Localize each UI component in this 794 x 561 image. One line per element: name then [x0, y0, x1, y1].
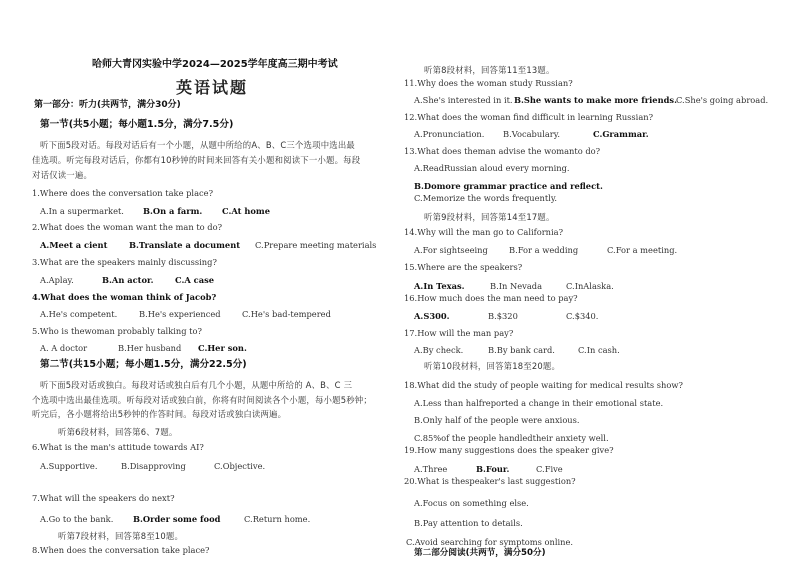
question-4: 4.What does the woman think of Jacob? [32, 292, 217, 302]
option-18b[interactable]: B.Only half of the people were anxious. [414, 415, 580, 425]
section1-instruction-line: 对话仅读一遍。 [32, 170, 93, 180]
material-7-note: 听第7段材料，回答第8至10题。 [58, 531, 184, 541]
option-3a[interactable]: A.Aplay. [40, 275, 74, 285]
option-18a[interactable]: A.Less than halfreported a change in their emotional state. [414, 398, 664, 408]
section2-instruction-line: 听下面5段对话或独白。每段对话或独白后有几个小题，从题中所给的 A、B、C 三 [40, 380, 353, 390]
option-17b[interactable]: B.By bank card. [488, 345, 555, 355]
option-12c[interactable]: C.Grammar. [593, 129, 649, 139]
option-18c[interactable]: C.85%of the people handledtheir anxiety well. [414, 433, 609, 443]
question-5: 5.Who is thewoman probably talking to? [32, 326, 202, 336]
option-20a[interactable]: A.Focus on something else. [414, 498, 529, 508]
option-4a[interactable]: A.He's competent. [40, 309, 118, 319]
option-2a[interactable]: A.Meet a cient [40, 240, 108, 250]
option-6b[interactable]: B.Disapproving [121, 461, 186, 471]
material-10-note: 听第10段材料，回答第18至20题。 [424, 361, 561, 371]
question-12: 12.What does the woman find difficult in learning Russian? [404, 112, 654, 122]
question-17: 17.How will the man pay? [404, 328, 514, 338]
question-13: 13.What does theman advise the womanto do? [404, 146, 601, 156]
option-2b[interactable]: B.Translate a document [129, 240, 241, 250]
question-8: 8.When does the conversation take place? [32, 545, 210, 555]
option-13b[interactable]: B.Domore grammar practice and reflect. [414, 181, 603, 191]
question-19: 19.How many suggestions does the speaker give? [404, 445, 614, 455]
exam-subject-title: 英语试题 [176, 78, 249, 97]
question-6: 6.What is the man's attitude towards AI? [32, 442, 204, 452]
question-2: 2.What does the woman want the man to do? [32, 222, 223, 232]
part2-heading: 第二部分阅读(共两节，满分50分) [414, 548, 546, 558]
option-3c[interactable]: C.A case [175, 275, 215, 285]
section1-heading: 第一节(共5小题；每小题1.5分，满分7.5分) [40, 119, 234, 130]
question-16: 16.How much does the man need to pay? [404, 293, 578, 303]
question-7: 7.What will the speakers do next? [32, 493, 175, 503]
option-4b[interactable]: B.He's experienced [139, 309, 221, 319]
material-6-note: 听第6段材料，回答第6、7题。 [58, 427, 178, 437]
option-14b[interactable]: B.For a wedding [509, 245, 579, 255]
option-11b[interactable]: B.She wants to make more friends. [514, 95, 677, 105]
section2-heading: 第二节(共15小题；每小题1.5分，满分22.5分) [40, 359, 247, 370]
option-3b[interactable]: B.An actor. [102, 275, 154, 285]
option-1b[interactable]: B.On a farm. [143, 206, 203, 216]
section2-instruction-line: 听完后，各小题将给出5秒钟的作答时间。每段对话或独白读两遍。 [32, 409, 287, 419]
option-16c[interactable]: C.$340. [566, 311, 599, 321]
question-14: 14.Why will the man go to California? [404, 227, 564, 237]
option-17a[interactable]: A.By check. [414, 345, 464, 355]
option-15b[interactable]: B.In Nevada [490, 281, 543, 291]
option-12b[interactable]: B.Vocabulary. [503, 129, 560, 139]
exam-school-title: 哈师大青冈实验中学2024—2025学年度高三期中考试 [92, 59, 338, 70]
option-20b[interactable]: B.Pay attention to details. [414, 518, 523, 528]
option-5a[interactable]: A. A doctor [40, 343, 88, 353]
question-15: 15.Where are the speakers? [404, 262, 523, 272]
option-19a[interactable]: A.Three [414, 464, 448, 474]
question-20: 20.What is thespeaker's last suggestion? [404, 476, 576, 486]
option-14a[interactable]: A.For sightseeing [414, 245, 488, 255]
part1-heading: 第一部分：听力(共两节，满分30分) [34, 100, 181, 110]
option-7b[interactable]: B.Order some food [133, 514, 221, 524]
question-18: 18.What did the study of people waiting for medical results show? [404, 380, 683, 390]
option-13c[interactable]: C.Memorize the words frequently. [414, 193, 558, 203]
option-1c[interactable]: C.At home [222, 206, 270, 216]
option-7c[interactable]: C.Return home. [244, 514, 311, 524]
section1-instruction-line: 听下面5段对话。每段对话后有一个小题，从题中所给的A、B、C三个选项中选出最 [40, 140, 355, 150]
material-9-note: 听第9段材料，回答第14至17题。 [424, 212, 555, 222]
option-11c[interactable]: C.She's going abroad. [676, 95, 769, 105]
option-5c[interactable]: C.Her son. [198, 343, 247, 353]
option-4c[interactable]: C.He's bad-tempered [242, 309, 331, 319]
section1-instruction-line: 佳选项。听完每段对话后，你都有10秒钟的时间来回答有关小题和阅读下一小题。每段 [32, 155, 361, 165]
option-6c[interactable]: C.Objective. [214, 461, 266, 471]
option-1a[interactable]: A.In a supermarket. [40, 206, 124, 216]
option-16b[interactable]: B.$320 [488, 311, 518, 321]
question-11: 11.Why does the woman study Russian? [404, 78, 573, 88]
option-2c[interactable]: C.Prepare meeting materials [255, 240, 377, 250]
option-12a[interactable]: A.Pronunciation. [414, 129, 485, 139]
option-15c[interactable]: C.InAlaska. [566, 281, 614, 291]
section2-instruction-line: 个选项中选出最佳选项。听每段对话或独白前，你将有时间阅读各个小题，每小题5秒钟； [32, 395, 372, 405]
option-5b[interactable]: B.Her husband [118, 343, 182, 353]
option-7a[interactable]: A.Go to the bank. [40, 514, 114, 524]
option-16a[interactable]: A.S300. [414, 311, 450, 321]
option-19b[interactable]: B.Four. [476, 464, 510, 474]
option-15a[interactable]: A.In Texas. [414, 281, 465, 291]
option-13a[interactable]: A.ReadRussian aloud every morning. [414, 163, 570, 173]
option-17c[interactable]: C.In cash. [578, 345, 620, 355]
option-20c[interactable]: C.Avoid searching for symptoms online. [406, 537, 574, 547]
option-11a[interactable]: A.She's interested in it. [414, 95, 513, 105]
question-1: 1.Where does the conversation take place? [32, 188, 214, 198]
option-6a[interactable]: A.Supportive. [40, 461, 98, 471]
material-8-note: 听第8段材料，回答第11至13题。 [424, 65, 555, 75]
option-14c[interactable]: C.For a meeting. [607, 245, 678, 255]
question-3: 3.What are the speakers mainly discussing? [32, 257, 217, 267]
option-19c[interactable]: C.Five [536, 464, 563, 474]
